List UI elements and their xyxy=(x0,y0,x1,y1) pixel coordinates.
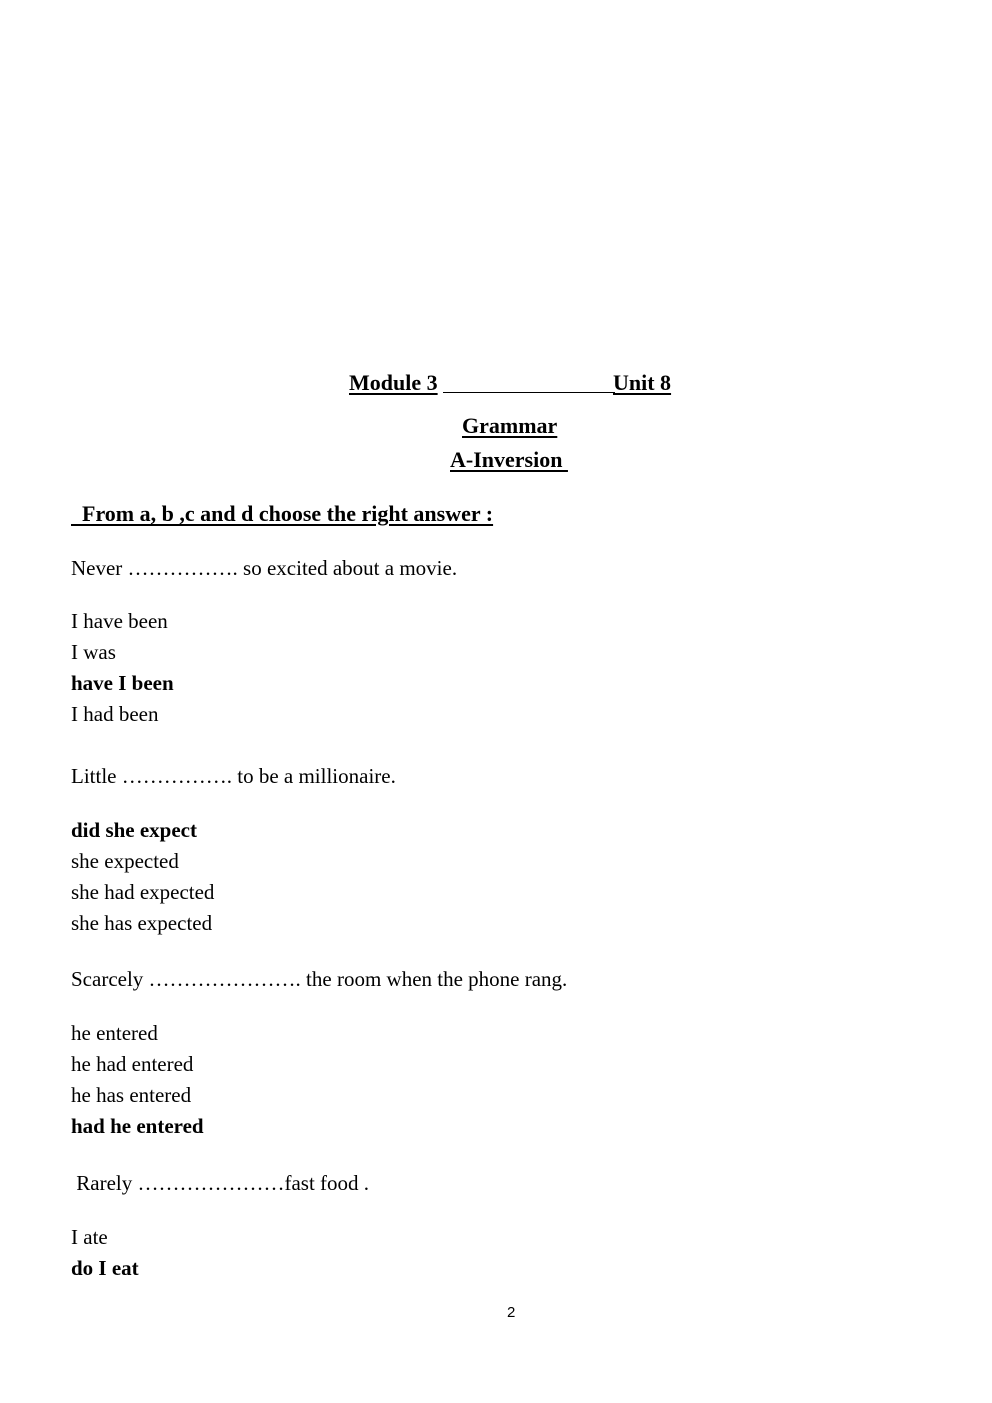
question-3-options xyxy=(71,1018,204,1142)
option-text: he has entered xyxy=(71,1083,192,1107)
option-text: he had entered xyxy=(71,1052,194,1076)
option-text: I ate xyxy=(71,1225,108,1249)
option-text: I had been xyxy=(71,702,159,726)
correct-option-text: did she expect xyxy=(71,818,197,842)
question-1-options xyxy=(71,606,174,730)
correct-option-text: do I eat xyxy=(71,1256,139,1280)
question-4-stem: Rarely …………………fast food . xyxy=(71,1171,370,1195)
instructions: From a, b ,c and d choose the right answer : xyxy=(71,501,494,526)
correct-option-text: had he entered xyxy=(71,1114,204,1138)
unit-heading: Unit 8 xyxy=(613,370,672,395)
module-heading: Module 3 xyxy=(349,370,438,395)
question-4-options xyxy=(71,1222,139,1284)
option-text: he entered xyxy=(71,1021,158,1045)
option-text: she had expected xyxy=(71,880,215,904)
correct-option-text: have I been xyxy=(71,671,174,695)
option-text: I was xyxy=(71,640,116,664)
grammar-heading: Grammar xyxy=(462,413,558,438)
question-1-stem: Never ……………. so excited about a movie. xyxy=(71,556,458,580)
option-text: I have been xyxy=(71,609,168,633)
option-text: she has expected xyxy=(71,911,213,935)
question-3-stem: Scarcely …………………. the room when the phone rang. xyxy=(71,967,568,991)
topic-heading: A-Inversion xyxy=(450,447,568,472)
page-number: 2 xyxy=(507,1304,516,1321)
heading-underline-gap xyxy=(443,392,615,393)
option-text: she expected xyxy=(71,849,179,873)
question-2-options xyxy=(71,815,214,939)
question-2-stem: Little ……………. to be a millionaire. xyxy=(71,764,396,788)
